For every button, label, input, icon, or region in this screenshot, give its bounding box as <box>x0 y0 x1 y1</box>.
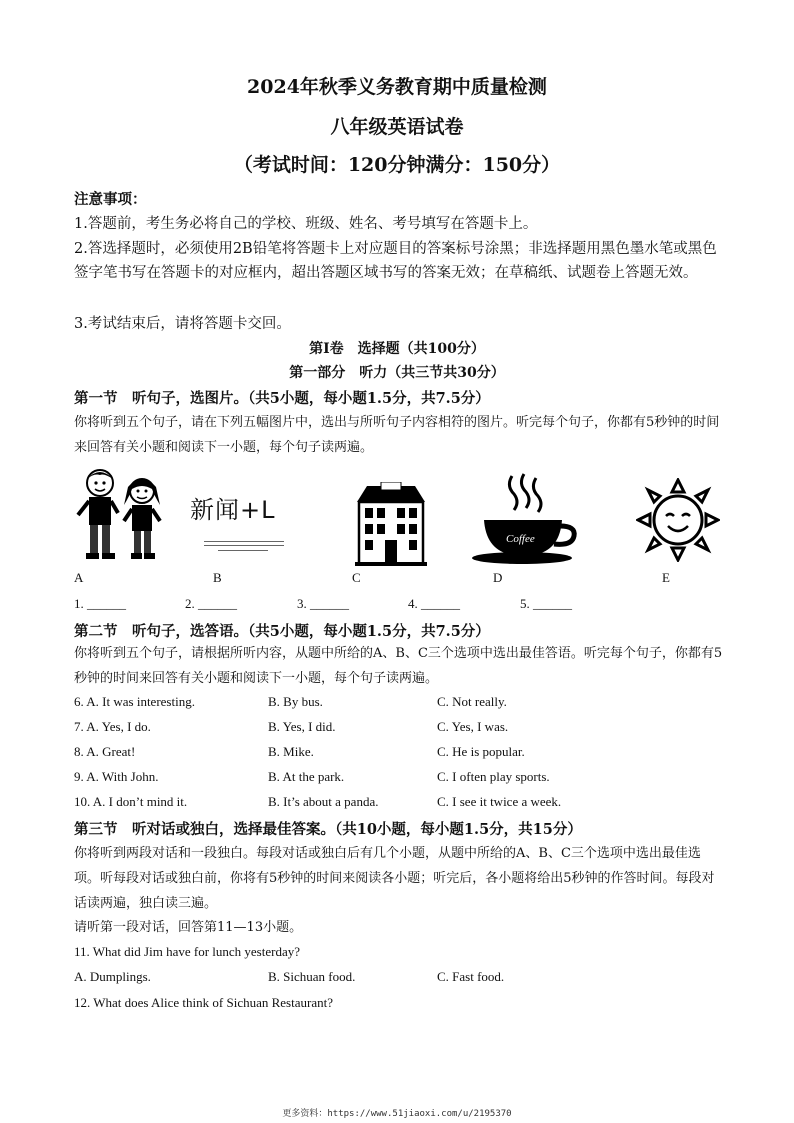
q11-option-c: C. Fast food. <box>437 969 505 984</box>
news-logo-text: 新闻+L <box>190 496 276 524</box>
children-icon <box>74 465 166 565</box>
q7-option-c: C. Yes, I was. <box>437 719 509 734</box>
coffee-icon <box>470 472 580 566</box>
answer-blank-2[interactable]: 2. ______ <box>185 596 237 611</box>
section3-heading: 第三节 听对话或独白，选择最佳答案。（共10小题，每小题1.5分，共15分） <box>74 821 582 838</box>
exam-title: 2024年秋季义务教育期中质量检测 <box>247 76 547 98</box>
footer-link[interactable]: 更多资料：https://www.51jiaoxi.com/u/2195370 <box>282 1109 512 1119</box>
exam-subtitle: 八年级英语试卷 <box>330 116 464 138</box>
q11-option-a: A. Dumplings. <box>74 969 151 984</box>
picture-label-d: D <box>493 570 503 585</box>
section3-instruction: 你将听到两段对话和一段独白。每段对话或独白后有几个小题，从题中所给的A、B、C三个选项中选出最佳选项。听每段对话或独白前，你将有5秒钟的时间来阅读各小题；听完后，各小题将给出5秒钟的作答时间。每段对话读两遍，独白读三遍。 <box>74 846 715 911</box>
exam-time-score: （考试时间：120分钟满分：150分） <box>233 154 561 176</box>
q12-stem: 12. What does Alice think of Sichuan Restaurant? <box>74 995 333 1010</box>
q7-option-b: B. Yes, I did. <box>268 719 336 734</box>
news-icon <box>190 490 300 570</box>
q11-option-b: B. Sichuan food. <box>268 969 356 984</box>
q10-option-c: C. I see it twice a week. <box>437 794 562 809</box>
section1-heading: 第一节 听句子，选图片。（共5小题，每小题1.5分，共7.5分） <box>74 390 490 407</box>
q6-option-b: B. By bus. <box>268 694 323 709</box>
coffee-cup-label: Coffee <box>506 533 535 545</box>
section3-prompt: 请听第一段对话，回答第11—13小题。 <box>74 920 303 935</box>
q7-option-a: 7. A. Yes, I do. <box>74 719 151 734</box>
notice-heading: 注意事项： <box>74 191 147 208</box>
building-icon <box>355 482 427 566</box>
q8-option-a: 8. A. Great! <box>74 744 136 759</box>
q10-option-b: B. It’s about a panda. <box>268 794 379 809</box>
part1-heading: 第Ⅰ卷 选择题（共100分） <box>309 341 485 357</box>
section2-instruction: 你将听到五个句子，请根据所听内容，从题中所给的A、B、C三个选项中选出最佳答语。听完每个句子，你都有5秒钟的时间来回答有关小题和阅读下一小题，每个句子读两遍。 <box>74 646 723 686</box>
q9-option-b: B. At the park. <box>268 769 345 784</box>
answer-blank-1[interactable]: 1. ______ <box>74 596 126 611</box>
q6-option-c: C. Not really. <box>437 694 507 709</box>
answer-blank-3[interactable]: 3. ______ <box>297 596 349 611</box>
q9-option-a: 9. A. With John. <box>74 769 159 784</box>
q9-option-c: C. I often play sports. <box>437 769 550 784</box>
section1-instruction: 你将听到五个句子，请在下列五幅图片中，选出与所听句子内容相符的图片。听完每个句子，你都有5秒钟的时间来回答有关小题和阅读下一小题，每个句子读两遍。 <box>74 415 720 455</box>
section2-heading: 第二节 听句子，选答语。（共5小题，每小题1.5分，共7.5分） <box>74 623 490 640</box>
picture-label-c: C <box>352 570 361 585</box>
picture-label-e: E <box>662 570 670 585</box>
notice-item-3: 3.考试结束后，请将答题卡交回。 <box>74 316 291 332</box>
notice-item-1: 1.答题前，考生务必将自己的学校、班级、姓名、考号填写在答题卡上。 <box>74 216 538 232</box>
answer-blank-4[interactable]: 4. ______ <box>408 596 460 611</box>
sun-icon <box>636 478 720 562</box>
q8-option-b: B. Mike. <box>268 744 314 759</box>
picture-label-b: B <box>213 570 222 585</box>
q6-option-a: 6. A. It was interesting. <box>74 694 195 709</box>
q10-option-a: 10. A. I don’t mind it. <box>74 794 188 809</box>
q11-stem: 11. What did Jim have for lunch yesterday? <box>74 944 300 959</box>
part1-subheading: 第一部分 听力（共三节共30分） <box>289 365 505 381</box>
picture-label-a: A <box>74 570 84 585</box>
q8-option-c: C. He is popular. <box>437 744 525 759</box>
answer-blank-5[interactable]: 5. ______ <box>520 596 572 611</box>
notice-item-2: 2.答选择题时，必须使用2B铅笔将答题卡上对应题目的答案标号涂黑；非选择题用黑色墨水笔或黑色签字笔书写在答题卡的对应框内，超出答题区域书写的答案无效；在草稿纸、试题卷上答题无效。 <box>74 241 717 281</box>
